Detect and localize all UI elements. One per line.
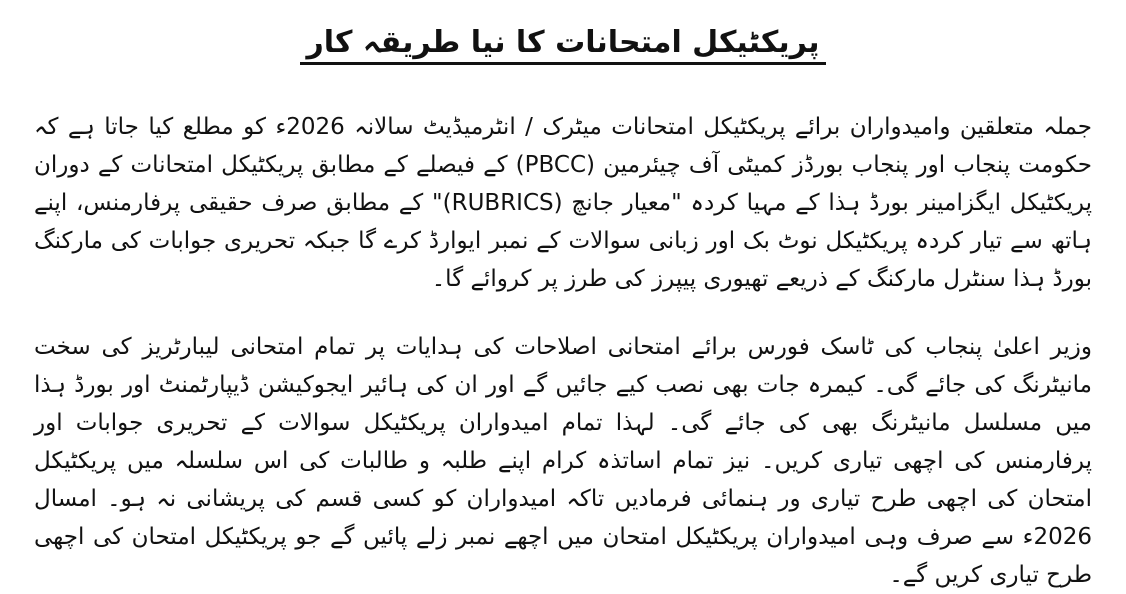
title-container [34, 0, 1092, 60]
document-title: پریکٹیکل امتحانات کا نیا طریقہ کار [300, 26, 825, 65]
paragraph-2: وزیر اعلیٰ پنجاب کی ٹاسک فورس برائے امتحانی اصلاحات کی ہدایات پر تمام امتحانی لیبارٹریز کی سخت مانیٹرنگ کی جائے گی۔ کیمرہ جات بھی نصب کیے جائیں گے اور ان کی ہائیر ایجوکیشن ڈیپارٹمنٹ اور بورڈ ہذا میں مسلسل مانیٹرنگ بھی کی جائے گی۔ لہذا تمام امیدواران پریکٹیکل سوالات کے تحریری جوابات اور پرفارمنس کی اچھی تیاری کریں۔ نیز تمام اساتذہ کرام اپنے طلبہ و طالبات کی اس سلسلہ میں پریکٹیکل امتحان کی اچھی طرح تیاری ور ہنمائی فرمادیں تاکہ امیدواران کو کسی قسم کی پریشانی نہ ہو۔ امسال 2026ء سے صرف وہی امیدواران پریکٹیکل امتحان میں اچھے نمبر زلے پائیں گے جو پریکٹیکل امتحان کی اچھی طرح تیاری کریں گے۔ [34, 334, 1092, 588]
paragraph-1: جملہ متعلقین وامیدواران برائے پریکٹیکل امتحانات میٹرک / انٹرمیڈیٹ سالانہ 2026ء کو مطلع کیا جاتا ہے کہ حکومت پنجاب اور پنجاب بورڈز کمیٹی آف چیئرمین (PBCC) کے فیصلے کے مطابق پریکٹیکل امتحانات کے دوران پریکٹیکل ایگزامینر بورڈ ہذا کے مہیا کردہ "معیار جانچ (RUBRICS)" کے مطابق صرف حقیقی پرفارمنس، اپنے ہاتھ سے تیار کردہ پریکٹیکل نوٹ بک اور زبانی سوالات کے نمبر ایوارڈ کرے گا جبکہ تحریری جوابات کی مارکنگ بورڈ ہذا سنٹرل مارکنگ کے ذریعے تھیوری پیپرز کی طرز پر کروائے گا۔ [34, 114, 1093, 292]
